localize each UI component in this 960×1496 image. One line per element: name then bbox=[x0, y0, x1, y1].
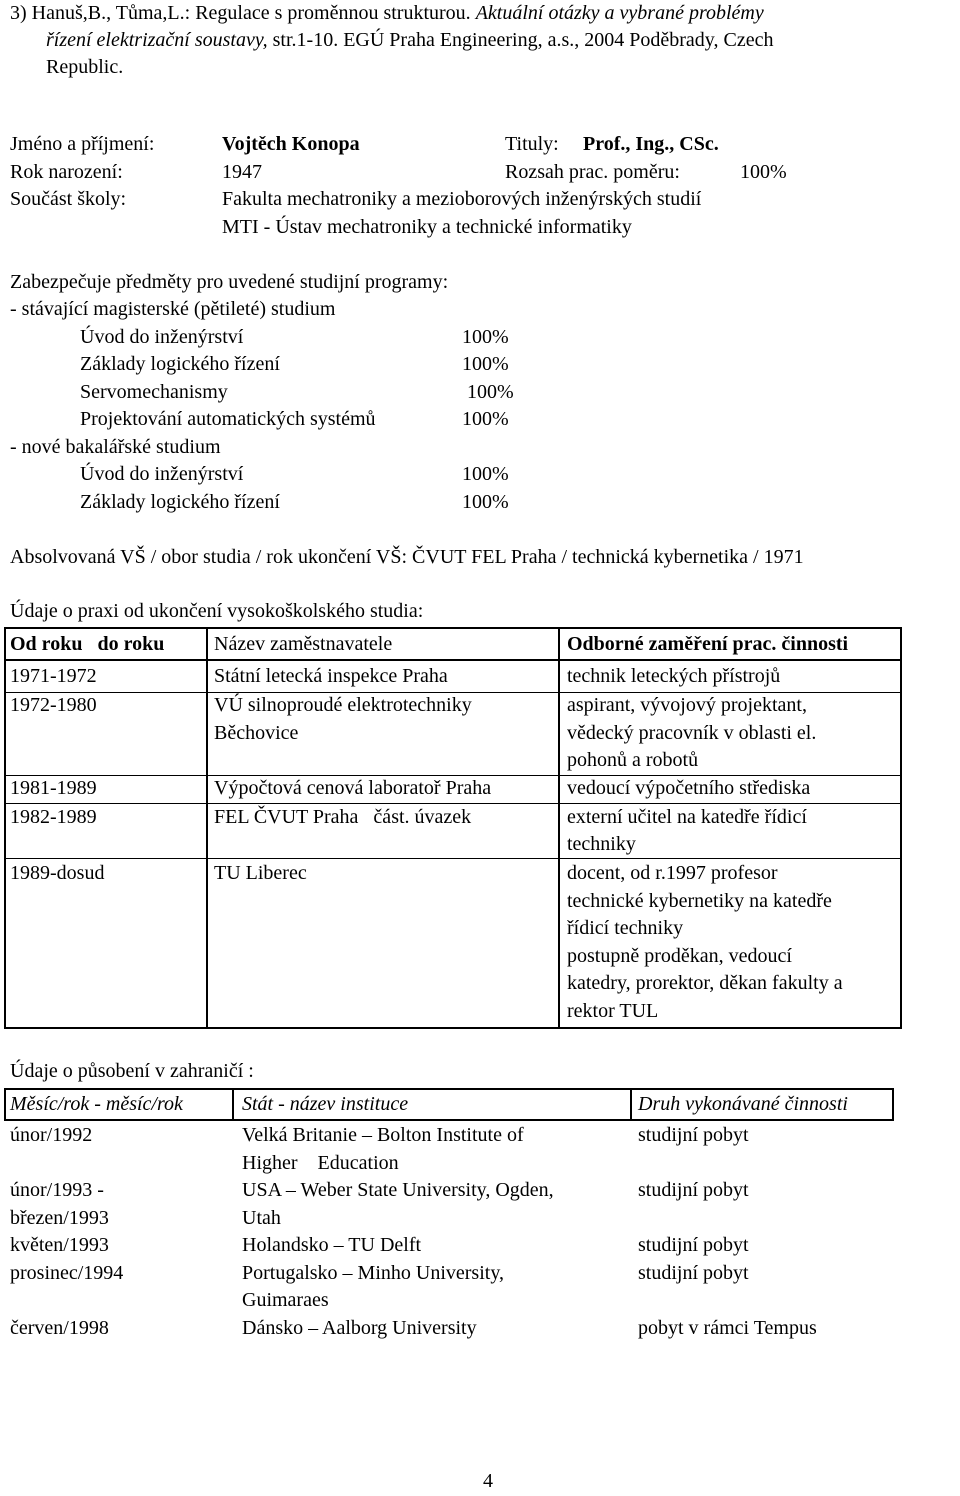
birth-value: 1947 bbox=[222, 161, 262, 183]
table-row-institution: Velká Britanie – Bolton Institute of bbox=[242, 1124, 524, 1146]
table-row-focus: vědecký pracovník v oblasti el. bbox=[567, 722, 817, 744]
table-row-period: únor/1993 - bbox=[10, 1179, 104, 1201]
reference-line-1 bbox=[10, 0, 764, 28]
abroad-header-institution: Stát - název instituce bbox=[242, 1093, 409, 1115]
table-row-focus: katedry, prorektor, děkan fakulty a bbox=[567, 972, 843, 994]
table-row-period: květen/1993 bbox=[10, 1234, 109, 1256]
table-row-period: únor/1992 bbox=[10, 1124, 93, 1146]
table-row-institution: Guimaraes bbox=[242, 1289, 329, 1311]
table-row-period: prosinec/1994 bbox=[10, 1262, 124, 1284]
reference-line-2 bbox=[46, 27, 773, 55]
abroad-header-activity: Druh vykonávané činnosti bbox=[638, 1093, 848, 1115]
reference-source: str.1-10. EGÚ Praha Engineering, a.s., 2004 Poděbrady, Czech bbox=[272, 29, 774, 51]
subject-share: 100% bbox=[462, 353, 509, 375]
table-row-period: červen/1998 bbox=[10, 1317, 109, 1339]
abroad-heading: Údaje o působení v zahraničí : bbox=[10, 1060, 254, 1082]
school-value-2: MTI - Ústav mechatroniky a technické informatiky bbox=[222, 216, 632, 238]
table-row-years: 1971-1972 bbox=[10, 665, 97, 687]
table-row-years: 1972-1980 bbox=[10, 694, 97, 716]
table-row-activity: studijní pobyt bbox=[638, 1262, 749, 1284]
table-row-institution: Higher Education bbox=[242, 1152, 399, 1174]
table-row-focus: docent, od r.1997 profesor bbox=[567, 862, 778, 884]
abroad-header-period: Měsíc/rok - měsíc/rok bbox=[10, 1093, 183, 1115]
table-row-institution: Utah bbox=[242, 1207, 281, 1229]
page-number: 4 bbox=[483, 1470, 493, 1492]
education-value: ČVUT FEL Praha / technická kybernetika / 1971 bbox=[412, 546, 804, 568]
table-row-activity: studijní pobyt bbox=[638, 1234, 749, 1256]
table-row-employer: FEL ČVUT Praha část. úvazek bbox=[214, 806, 472, 828]
practice-heading: Údaje o praxi od ukončení vysokoškolského studia: bbox=[10, 600, 424, 622]
practice-header-employer: Název zaměstnavatele bbox=[214, 633, 393, 655]
subjects-heading: Zabezpečuje předměty pro uvedené studijní programy: bbox=[10, 271, 449, 293]
subject-name: Projektování automatických systémů bbox=[80, 408, 376, 430]
table-row-focus: pohonů a robotů bbox=[567, 749, 699, 771]
titles-label: Tituly: bbox=[505, 133, 559, 155]
table-row-employer: Státní letecká inspekce Praha bbox=[214, 665, 448, 687]
table-row-institution: Holandsko – TU Delft bbox=[242, 1234, 422, 1256]
subject-name: Úvod do inženýrství bbox=[80, 463, 244, 485]
subject-share: 100% bbox=[462, 491, 509, 513]
subject-name: Servomechanismy bbox=[80, 381, 228, 403]
table-row-years: 1981-1989 bbox=[10, 777, 97, 799]
table-row-activity: studijní pobyt bbox=[638, 1124, 749, 1146]
table-row-focus: technik leteckých přístrojů bbox=[567, 665, 781, 687]
table-row-employer: VÚ silnoproudé elektrotechniky bbox=[214, 694, 472, 716]
school-value-1: Fakulta mechatroniky a mezioborových inženýrských studií bbox=[222, 188, 702, 210]
practice-header-focus: Odborné zaměření prac. činnosti bbox=[567, 633, 849, 655]
table-row-years: 1982-1989 bbox=[10, 806, 97, 828]
practice-header-years: Od roku do roku bbox=[10, 633, 165, 655]
table-row-employer: Výpočtová cenová laboratoř Praha bbox=[214, 777, 492, 799]
subject-share: 100% bbox=[462, 463, 509, 485]
table-row-period: březen/1993 bbox=[10, 1207, 109, 1229]
subjects-group-1-label: - stávající magisterské (pětileté) studium bbox=[10, 298, 336, 320]
reference-authors: Hanuš,B., Tůma,L.: bbox=[31, 2, 191, 24]
table-row-institution: Dánsko – Aalborg University bbox=[242, 1317, 477, 1339]
table-row-focus: aspirant, vývojový projektant, bbox=[567, 694, 807, 716]
name-value: Vojtěch Konopa bbox=[222, 133, 360, 155]
reference-line-3: Republic. bbox=[46, 56, 124, 78]
table-row-employer: Běchovice bbox=[214, 722, 299, 744]
subject-name: Základy logického řízení bbox=[80, 491, 280, 513]
reference-title: Regulace s proměnnou strukturou. bbox=[195, 2, 471, 24]
subject-share: 100% bbox=[467, 381, 514, 403]
reference-series: Aktuální otázky a vybrané problémy bbox=[475, 2, 764, 24]
table-row-activity: pobyt v rámci Tempus bbox=[638, 1317, 817, 1339]
name-label: Jméno a příjmení: bbox=[10, 133, 155, 155]
school-label: Součást školy: bbox=[10, 188, 127, 210]
scope-value: 100% bbox=[740, 161, 787, 183]
table-row-institution: USA – Weber State University, Ogden, bbox=[242, 1179, 554, 1201]
table-row-focus: technické kybernetiky na katedře bbox=[567, 890, 832, 912]
titles-value: Prof., Ing., CSc. bbox=[583, 133, 719, 155]
table-row-focus: techniky bbox=[567, 833, 636, 855]
table-row-institution: Portugalsko – Minho University, bbox=[242, 1262, 505, 1284]
education-label: Absolvovaná VŠ / obor studia / rok ukončení VŠ: bbox=[10, 546, 408, 568]
table-row-focus: postupně proděkan, vedoucí bbox=[567, 945, 792, 967]
birth-label: Rok narození: bbox=[10, 161, 123, 183]
subject-share: 100% bbox=[462, 408, 509, 430]
table-row-focus: řídicí techniky bbox=[567, 917, 684, 939]
table-row-employer: TU Liberec bbox=[214, 862, 307, 884]
table-row-focus: vedoucí výpočetního střediska bbox=[567, 777, 811, 799]
subject-name: Základy logického řízení bbox=[80, 353, 280, 375]
subject-share: 100% bbox=[462, 326, 509, 348]
subjects-group-2-label: - nové bakalářské studium bbox=[10, 436, 221, 458]
table-row-years: 1989-dosud bbox=[10, 862, 105, 884]
table-row-activity: studijní pobyt bbox=[638, 1179, 749, 1201]
table-row-focus: externí učitel na katedře řídicí bbox=[567, 806, 807, 828]
education-line bbox=[10, 544, 804, 572]
subject-name: Úvod do inženýrství bbox=[80, 326, 244, 348]
reference-number: 3) bbox=[10, 2, 27, 24]
table-row-focus: rektor TUL bbox=[567, 1000, 659, 1022]
reference-series-cont: řízení elektrizační soustavy, bbox=[46, 29, 268, 51]
scope-label: Rozsah prac. poměru: bbox=[505, 161, 680, 183]
